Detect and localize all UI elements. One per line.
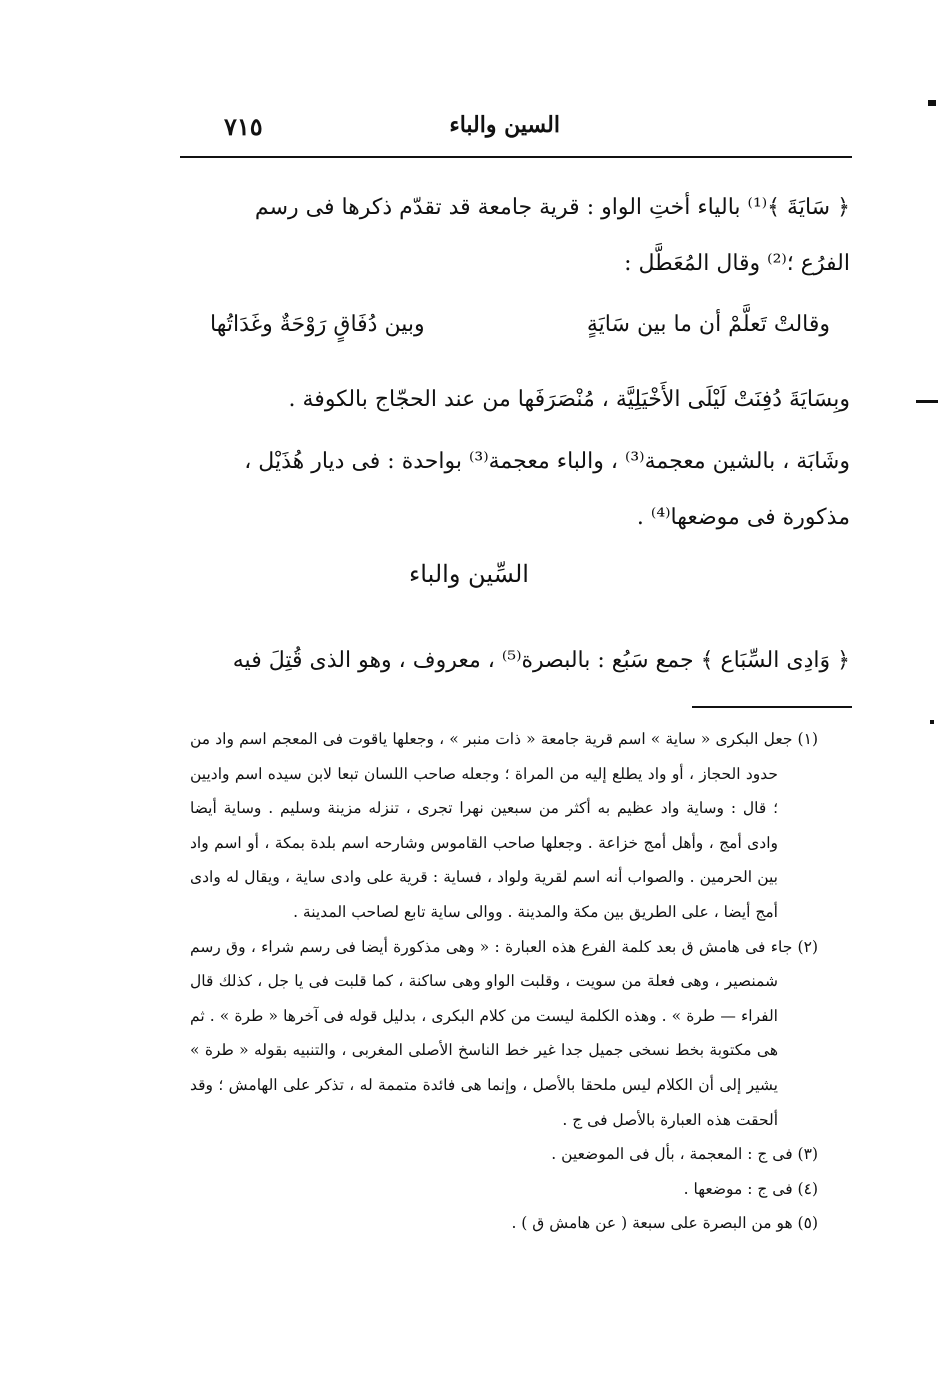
footnote-3: (٣) فى ج : المعجمة ، بأل فى الموضعين . xyxy=(551,1145,818,1164)
entry-saya-line-1: ﴿ سَايَةَ ﴾⁽¹⁾ بالياء أختِ الواو : قرية جامعة قد تقدّم ذكرها فى رسم xyxy=(254,195,850,220)
entry-shaba-line-2: مذكورة فى موضعها⁽⁴⁾ . xyxy=(636,505,850,530)
burial-line: وبِسَايَةَ دُفِنَتْ لَيْلَى الأَخْيَلِيَّة ، مُنْصَرَفَها من عند الحجّاج بالكوفة . xyxy=(288,387,850,412)
entry-wadi-line-1: ﴿ وَادِى السِّبَاع ﴾ جمع سَبُع : بالبصرة⁽⁵⁾ ، معروف ، وهو الذى قُتِلَ فيه xyxy=(232,648,850,673)
footnote-2: (٢) جاء فى هامش ق بعد كلمة الفرع هذه العبارة : « وهى مذكورة أيضا فى رسم شراء ، وق رسم شمنصير ، وهى فعلة من سويت ، وقلبت الواو وهى ساكنة ، كما قلبت فى يا جل ، كذلك قال الفراء — طرة » . وهذه الكلمة ليست من كلام البكرى ، بدليل قوله فى آخرها « طرة » . ثم هى مكتوبة بخط نسخى جميل جدا غير خط الناسخ الأصلى المغربى ، والتنبيه بقوله « طرة » يشير إلى أن الكلام ليس ملحقا بالأصل ، وإنما هى فائدة متممة له ، تذكر على الهامش ؛ وقد ألحقت هذه العبارة بالأصل فى ج . xyxy=(190,937,818,1129)
footnote-rule xyxy=(692,706,852,708)
footnote-1: (١) جعل البكرى « ساية » اسم قرية جامعة « ذات منبر » ، وجعلها ياقوت فى المعجم اسم واد من حدود الحجاز ، أو واد يطلع إليه من المراة ؛ وجعله صاحب اللسان تبعا لابن سيده اسم واديين ؛ قال : وساية واد عظيم به أكثر من سبعين نهرا تجرى ، تنزله مزينة وسليم . وساية أيضا وادى أمج ، وأهل أمج خزاعة . وجعلها صاحب القاموس وشارحه اسم بلدة بمكة ، أو اسم واد بين الحرمين . والصواب أنه اسم لقرية ولواد ، فساية : قرية على وادى ساية ، ويقال له وادى أمج أيضا ، على الطريق بين مكة والمدينة . ووالى ساية تابع لصاحب المدينة . xyxy=(190,730,818,921)
running-header xyxy=(180,112,852,152)
scan-mark-top xyxy=(928,100,936,106)
footnotes xyxy=(190,722,818,1241)
header-rule xyxy=(180,156,852,158)
scan-mark-middle xyxy=(916,400,938,403)
footnote-5: (٥) هو من البصرة على سبعة ( عن هامش ق ) . xyxy=(511,1214,818,1233)
entry-saya-continued xyxy=(190,372,850,546)
running-title: السين والباء xyxy=(449,112,560,138)
entry-saya-line-2: الفرُع ؛⁽²⁾ وقال المُعَطَّل : xyxy=(624,251,850,276)
verse-second-hemistich: وبين دُفَاقٍ رَوْحَةٌ وغَدَاتُها xyxy=(210,312,425,337)
entry-wadi-al-sibaa xyxy=(190,636,850,686)
footnote-4: (٤) فى ج : موضعها . xyxy=(683,1179,818,1198)
entry-saya xyxy=(190,180,850,292)
verse-first-hemistich: وقالتْ تَعلَّمْ أن ما بين سَايَةٍ xyxy=(586,312,830,337)
scan-mark-bottom xyxy=(930,720,934,724)
section-heading: السِّين والباء xyxy=(409,560,529,588)
entry-shaba-line-1: وشَابَة ، بالشين معجمة⁽³⁾ ، والباء معجمة⁽³⁾ بواحدة : فى ديار هُذَيْل ، xyxy=(244,449,850,474)
page-number: ٧١٥ xyxy=(224,112,263,141)
